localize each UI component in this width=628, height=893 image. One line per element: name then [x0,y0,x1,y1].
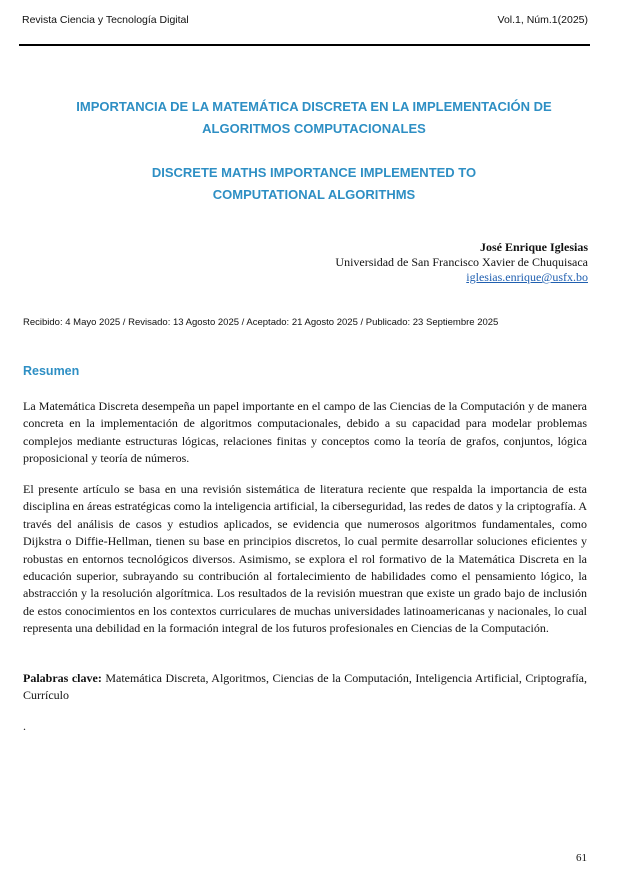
volume-issue: Vol.1, Núm.1(2025) [497,14,588,26]
abstract-paragraph-1: La Matemática Discreta desempeña un papel importante en el campo de las Ciencias de la Computación y de manera concreta en la implementación de algoritmos computacionales, debido a su capacidad para modelar problemas complejos mediante estructuras lógicas, relaciones finitas y conceptos como la teoría de grafos, conjuntos, lógica proposicional y teoría de números. [23,399,587,466]
header-rule [19,44,590,46]
keywords-list: Matemática Discreta, Algoritmos, Ciencias de la Computación, Inteligencia Artificial, Criptografía, Currículo [23,671,588,703]
title-spanish [40,96,588,140]
abstract-paragraph-2: El presente artículo se basa en una revisión sistemática de literatura reciente que respalda la importancia de esta disciplina en áreas estratégicas como la inteligencia artificial, la ciberseguridad, las redes de datos y la criptografía. A través del análisis de casos y estudios aplicados, se evidencia que numerosos algoritmos fundamentales, como Dijkstra o Diffie-Hellman, tienen su base en principios discretos, lo cual permite desarrollar soluciones eficientes y robustas en entornos tecnológicos diversos. Asimismo, se explora el rol formativo de la Matemática Discreta en la educación superior, subrayando su contribución al fortalecimiento de habilidades como el pensamiento lógico, la abstracción y la resolución algorítmica. Los resultados de la revisión muestran que existe un grado bajo de inclusión de estos conocimientos en los contextos curriculares de muchas universidades latinoamericanas y nacionales, lo cual representa una debilidad en la formación integral de los futuros profesionales en Ciencias de la Computación. [23,482,587,636]
keywords-label: Palabras clave: [23,671,102,685]
author-block [335,240,588,285]
title-english-line-1: DISCRETE MATHS IMPORTANCE IMPLEMENTED TO [151,165,477,180]
page-number: 61 [576,852,587,864]
keywords [23,670,587,705]
journal-name: Revista Ciencia y Tecnología Digital [22,14,189,26]
author-name: José Enrique Iglesias [479,240,588,254]
stray-period: . [23,719,26,733]
author-affiliation: Universidad de San Francisco Xavier de Chuquisaca [335,255,588,269]
running-header [22,14,588,30]
title-english-line-2: COMPUTATIONAL ALGORITHMS [212,187,416,202]
author-email-link[interactable]: iglesias.enrique@usfx.bo [466,270,588,284]
title-english [40,162,588,206]
abstract-heading: Resumen [23,364,80,378]
publication-dates: Recibido: 4 Mayo 2025 / Revisado: 13 Agosto 2025 / Aceptado: 21 Agosto 2025 / Publicado: 23 Septiembre 2025 [23,317,499,328]
title-spanish-line-1: IMPORTANCIA DE LA MATEMÁTICA DISCRETA EN LA IMPLEMENTACIÓN DE [76,99,552,114]
title-spanish-line-2: ALGORITMOS COMPUTACIONALES [202,121,426,136]
